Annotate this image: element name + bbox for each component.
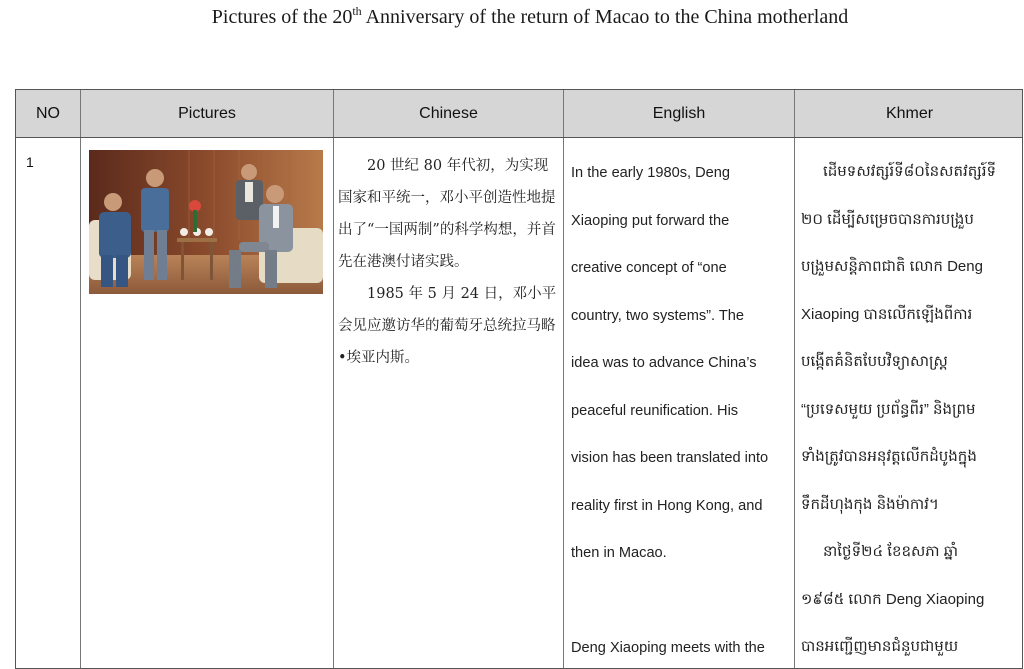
khmer-line: ២០ ដើម្បីសម្រេចបានការបង្រួប: [801, 210, 974, 228]
english-line: peaceful reunification. His: [571, 402, 739, 419]
column-divider: [333, 138, 334, 669]
khmer-line: បង្រួមសន្តិភាពជាតិ លោក Deng: [801, 258, 983, 275]
header-english: English: [564, 90, 795, 137]
english-line: vision has been translated into: [571, 450, 769, 466]
column-divider: [563, 138, 564, 669]
chinese-paragraph: 1985 年 5 月 24 日，邓小平会见应邀访华的葡萄牙总统拉马略•埃亚内斯。: [338, 286, 557, 366]
khmer-line: ទឹកដីហុងកុង និងម៉ាកាវ។: [801, 495, 939, 513]
column-divider: [794, 138, 795, 669]
historical-photo: [89, 150, 323, 294]
table-header-row: [16, 90, 1023, 138]
english-line: Xiaoping put forward the: [571, 212, 730, 229]
english-line: creative concept of “one: [571, 260, 727, 276]
page-title: [0, 6, 1024, 29]
khmer-text: [801, 148, 1023, 669]
title-text: Pictures of the 20: [211, 6, 353, 28]
khmer-line: ដើមទសវត្សរ៍ទី៨០នៃសតវត្សរ៍ទី: [823, 163, 996, 180]
header-pictures: Pictures: [81, 90, 334, 137]
khmer-line: ១៩៨៥ លោក Deng Xiaoping: [801, 590, 985, 608]
column-divider: [80, 138, 81, 669]
header-no: NO: [16, 90, 81, 137]
khmer-line: នាថ្ងៃទី២៤ ខែឧសភា ឆ្នាំ: [823, 543, 959, 560]
english-line: then in Macao.: [571, 545, 667, 561]
header-khmer: Khmer: [885, 105, 934, 122]
khmer-line: “ប្រទេសមួយ ប្រព័ន្ធពីរ” និងព្រម: [801, 400, 976, 418]
chinese-paragraph: 20 世纪 80 年代初，为实现国家和平统一，邓小平创造性地提出了“一国两制”的科学构想，并首先在港澳付诸实践。: [338, 158, 556, 270]
english-line: country, two systems”. The: [571, 307, 745, 324]
anniversary-table: [15, 89, 1023, 669]
english-line: reality first in Hong Kong, and: [571, 497, 763, 514]
english-line: Deng Xiaoping meets with the: [571, 640, 765, 656]
khmer-line: Xiaoping បានលើកឡើងពីការ: [801, 305, 973, 323]
khmer-line: ទាំងត្រូវបានអនុវត្តលើកដំបូងក្នុង: [801, 448, 977, 465]
row-number: 1: [26, 154, 34, 170]
header-chinese: Chinese: [334, 90, 564, 137]
title-text-rest: Anniversary of the return of Macao to the China motherland: [361, 6, 849, 28]
chinese-text: [338, 150, 558, 374]
khmer-line: បានអញ្ជើញមានជំនួបជាមួយ: [801, 638, 959, 655]
english-text: [571, 150, 793, 669]
english-line: idea was to advance China’s: [571, 355, 757, 371]
english-blank-line: [571, 578, 793, 626]
title-superscript: th: [352, 4, 362, 18]
khmer-line: បង្កើតគំនិតបែបវិទ្យាសាស្ត្រ: [801, 353, 948, 370]
english-line: In the early 1980s, Deng: [571, 165, 731, 181]
